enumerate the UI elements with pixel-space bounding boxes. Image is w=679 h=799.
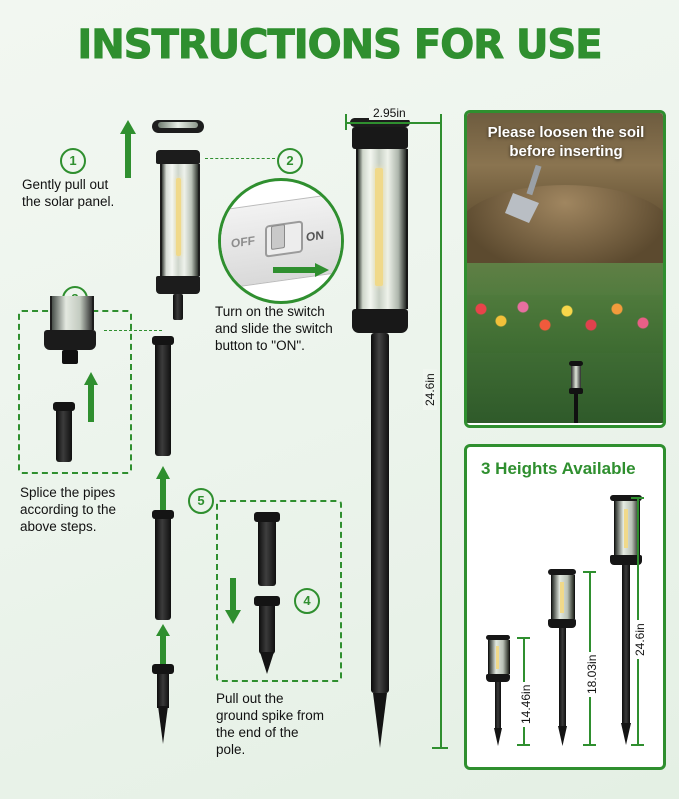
step2-callout-line bbox=[205, 158, 275, 159]
page-title: INSTRUCTIONS FOR USE bbox=[77, 22, 602, 68]
step1-number: 1 bbox=[60, 148, 86, 174]
photo-lamp bbox=[567, 361, 585, 423]
lamp-pole bbox=[173, 294, 183, 320]
step4-pull-down-arrow-icon bbox=[225, 578, 241, 624]
step2-caption-line3: button to "ON". bbox=[215, 338, 305, 353]
step4-caption-line2: ground spike from bbox=[216, 708, 325, 723]
main-lamp-cap-body bbox=[352, 127, 408, 149]
assembly-pipe-1 bbox=[155, 336, 171, 456]
height-lamp-small bbox=[483, 635, 513, 745]
flower-bed bbox=[467, 295, 663, 353]
step3-callout-line bbox=[104, 330, 162, 331]
assembly-pipe-2 bbox=[155, 510, 171, 620]
shovel-icon bbox=[495, 165, 555, 225]
step3-insert-arrow-icon bbox=[84, 372, 98, 422]
height-tall-label: 24.6in bbox=[633, 620, 647, 659]
switch-toggle[interactable] bbox=[271, 224, 285, 250]
assembly-pipe-2-collar bbox=[152, 510, 174, 519]
step4-caption-line4: pole. bbox=[216, 742, 246, 757]
step1-lamp-diagram bbox=[148, 120, 208, 320]
step3-caption-line2: according to the bbox=[20, 502, 117, 517]
height-tall-tick-bottom bbox=[631, 744, 644, 746]
title-underline bbox=[52, 78, 627, 80]
switch-closeup bbox=[218, 178, 344, 304]
main-lamp-base bbox=[352, 309, 408, 333]
switch-on-label: ON bbox=[306, 227, 324, 245]
step3-caption-line3: above steps. bbox=[20, 519, 97, 534]
soil-photo-caption bbox=[477, 123, 655, 161]
assembly-pipe-1-collar bbox=[152, 336, 174, 345]
height-medium-tick-bottom bbox=[583, 744, 596, 746]
switch-off-label: OFF bbox=[231, 233, 255, 251]
main-lamp-height-tick-bottom bbox=[432, 747, 448, 749]
height-tall-tick-top bbox=[631, 497, 644, 499]
step3-glass bbox=[50, 296, 94, 330]
step2-caption bbox=[215, 303, 355, 354]
soil-photo-caption-line1: Please loosen the soil bbox=[487, 124, 645, 141]
height-small-tick-bottom bbox=[517, 744, 530, 746]
assembly-arrow-2-icon bbox=[156, 624, 170, 664]
step3-lamp-bottom bbox=[36, 296, 106, 366]
step4-spike-tip-icon bbox=[260, 652, 274, 674]
step5-number: 5 bbox=[188, 488, 214, 514]
height-small-label: 14.46in bbox=[519, 682, 533, 727]
step4-pipe-collar bbox=[254, 512, 280, 522]
lamp-filament bbox=[176, 178, 181, 256]
step3-base bbox=[44, 330, 96, 350]
assembly-arrow-1-icon bbox=[156, 466, 170, 510]
main-lamp-width-line bbox=[345, 122, 441, 124]
switch-direction-arrow-icon bbox=[273, 263, 329, 277]
main-lamp-pole bbox=[371, 333, 389, 693]
soil-photo-panel bbox=[464, 110, 666, 428]
main-lamp-spike-icon bbox=[373, 693, 387, 748]
step4-caption-line3: the end of the bbox=[216, 725, 299, 740]
assembly-spike-collar bbox=[152, 664, 174, 674]
main-lamp-width-label: 2.95in bbox=[369, 106, 410, 120]
main-lamp-height-label: 24.6in bbox=[423, 369, 437, 410]
soil-photo-caption-line2: before inserting bbox=[509, 143, 623, 160]
solar-panel-glass bbox=[158, 122, 198, 128]
step1-caption-line1: Gently pull out bbox=[22, 177, 109, 192]
heights-panel-title: 3 Heights Available bbox=[481, 459, 636, 478]
pull-up-arrow-icon bbox=[120, 120, 136, 178]
step4-pipe bbox=[258, 512, 276, 586]
step3-caption bbox=[20, 484, 150, 535]
main-lamp-height-line bbox=[440, 122, 442, 748]
step3-pipe bbox=[56, 402, 72, 462]
step4-number: 4 bbox=[294, 588, 320, 614]
height-lamp-medium bbox=[545, 569, 579, 745]
step1-caption bbox=[22, 176, 152, 210]
step2-caption-line2: and slide the switch bbox=[215, 321, 333, 336]
step4-caption bbox=[216, 690, 356, 758]
step1-caption-line2: the solar panel. bbox=[22, 194, 115, 209]
assembly-spike-shaft bbox=[157, 674, 169, 708]
step3-socket bbox=[62, 350, 78, 364]
assembly-ground-spike-icon bbox=[158, 706, 168, 744]
step4-caption-line1: Pull out the bbox=[216, 691, 284, 706]
lamp-base bbox=[156, 276, 200, 294]
step3-caption-line1: Splice the pipes bbox=[20, 485, 116, 500]
height-medium-tick-top bbox=[583, 571, 596, 573]
step3-pipe-collar bbox=[53, 402, 75, 411]
main-lamp-filament bbox=[375, 168, 383, 286]
step4-spike-collar bbox=[254, 596, 280, 606]
height-small-tick-top bbox=[517, 637, 530, 639]
step2-number: 2 bbox=[277, 148, 303, 174]
main-lamp-diagram bbox=[344, 118, 416, 748]
step2-caption-line1: Turn on the switch bbox=[215, 304, 325, 319]
main-lamp-width-tick-left bbox=[345, 114, 347, 130]
height-medium-label: 18.03in bbox=[585, 652, 599, 697]
lamp-top-cap bbox=[156, 150, 200, 164]
heights-panel bbox=[464, 444, 666, 770]
